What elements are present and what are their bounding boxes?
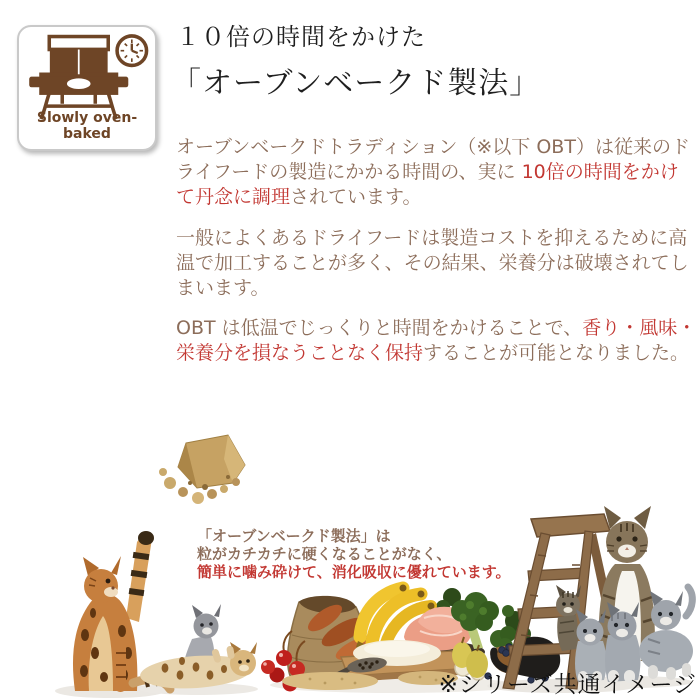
para3-seg3: することが可能となりました。 xyxy=(423,342,690,364)
caption-line3-highlight: 簡単に噛み砕けて、消化吸収に優れています。 xyxy=(197,563,511,581)
paragraph-high-temp xyxy=(176,226,697,301)
heading-sub: １０倍の時間をかけた xyxy=(176,23,426,51)
paragraph-obt-intro xyxy=(176,135,697,210)
caption-line1: 「オーブンベークド製法」は xyxy=(197,527,391,545)
heading-main: 「オーブンベークド製法」 xyxy=(171,66,541,101)
collage-caption xyxy=(197,527,511,581)
kibble-crumbs xyxy=(159,435,245,504)
caption-line2: 粒がカチカチに硬くなることがなく、 xyxy=(197,545,452,563)
playing-kittens xyxy=(139,604,257,692)
para1-seg3: されています。 xyxy=(290,186,422,208)
badge-label: Slowly oven-baked xyxy=(36,110,138,142)
series-image-footnote: ※シリーズ共通イメージ xyxy=(438,672,697,698)
slowly-oven-baked-badge xyxy=(17,25,157,151)
para1-seg2-highlight: 10倍の時間をかけて丹念に調理 xyxy=(176,161,679,208)
para2-text: 一般によくあるドライフードは製造コストを抑えるために高温で加工することが多く、その結果、栄養分は破壊されてしまいます。 xyxy=(176,227,689,299)
para1-seg1: オーブンベークドトラディション（※以下 OBT）は従来のドライフードの製造にかかる時間の、実に xyxy=(176,136,690,183)
paragraph-low-temp xyxy=(176,316,697,366)
para3-seg2-highlight: 香り・風味・栄養分を損なうことなく保持 xyxy=(176,317,697,364)
para3-seg1: OBT は低温でじっくりと時間をかけることで、 xyxy=(176,317,583,339)
clock-icon xyxy=(117,36,146,65)
